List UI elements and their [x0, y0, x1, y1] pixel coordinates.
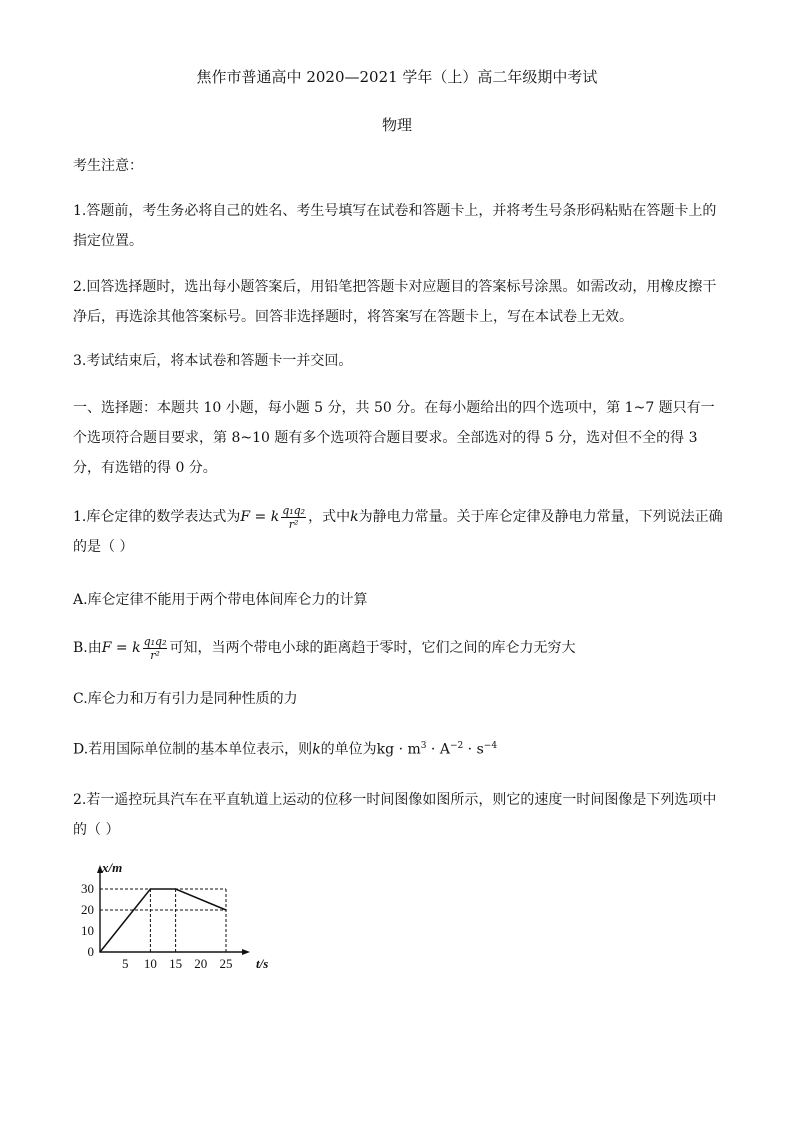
formula-numerator: q₁q₂ [282, 503, 306, 517]
subject-title: 物理 [381, 116, 412, 134]
q1-stem-part: 1.库仑定律的数学表达式为 [73, 509, 241, 525]
x-axis-label: t/s [256, 956, 269, 971]
option-d-mid: 的单位为 [320, 741, 377, 758]
option-b-prefix: B.由 [73, 640, 102, 656]
unit-kg-m: kg · m [376, 741, 421, 758]
question-2-stem: 2.若一遥控玩具汽车在平直轨道上运动的位移一时间图像如图所示，则它的速度一时间图像是下列选项中的（ ） [73, 792, 717, 838]
formula-denominator: r² [150, 648, 160, 662]
data-point [99, 951, 101, 953]
question-1-option-c: C.库仑力和万有引力是同种性质的力 [73, 691, 298, 707]
notice-item-2: 2.回答选择题时，选出每小题答案后，用铅笔把答题卡对应题目的答案标号涂黑。如需改动，用橡皮擦干净后，再选涂其他答案标号。回答非选择题时，将答案写在答题卡上，写在本试卷上无效。 [73, 279, 717, 325]
q1-stem-part: 为静电力常量。关于库仑定律及静电力常量，下列说法正确的是（ ） [73, 509, 723, 555]
option-b-text: 可知，当两个带电小球的距离趋于零时，它们之间的库仑力无穷大 [169, 640, 576, 656]
data-point [225, 909, 227, 911]
unit-exponent: 3 [420, 741, 427, 751]
y-tick-label: 10 [81, 923, 94, 938]
y-axis-label: x/m [102, 860, 123, 875]
exam-title: 焦作市普通高中 2020—2021 学年（上）高二年级期中考试 [196, 68, 598, 86]
formula-denominator: r² [288, 517, 299, 531]
unit-exponent: −4 [483, 741, 498, 751]
k-symbol: k [312, 741, 321, 758]
x-tick-label: 10 [143, 956, 157, 971]
series-line [100, 889, 226, 952]
unit-second: · s [463, 741, 484, 758]
y-tick-label: 20 [81, 902, 94, 917]
unit-ampere: · A [426, 741, 450, 758]
x-tick-label: 25 [219, 956, 233, 971]
question-1-option-b [73, 633, 723, 663]
question-1-option-a: A.库仑定律不能用于两个带电体间库仑力的计算 [73, 592, 368, 608]
option-b-formula-lhs: F = k [101, 640, 141, 656]
notice-item-1: 1.答题前，考生务必将自己的姓名、考生号填写在试卷和答题卡上，并将考生号条形码粘贴在答题卡上的指定位置。 [73, 203, 717, 249]
coulomb-formula-fraction [281, 505, 306, 530]
y-tick-label: 0 [87, 944, 94, 959]
section-intro: 一、选择题：本题共 10 小题，每小题 5 分，共 50 分。在每小题给出的四个选项中，第 1~7 题只有一个选项符合题目要求，第 8~10 题有多个选项符合题目要求。全部选对的得 5 分，选对但不全的得 3 分，有选错的得 0 分。 [73, 400, 715, 476]
formula-numerator: q₁q₂ [143, 634, 167, 648]
y-tick-label: 30 [81, 881, 94, 896]
k-symbol: k [350, 509, 359, 525]
x-tick-label: 20 [194, 956, 208, 971]
notice-item-3: 3.考试结束后，将本试卷和答题卡一并交回。 [73, 353, 353, 369]
x-tick-label: 15 [169, 956, 183, 971]
data-point [175, 888, 177, 890]
notice-heading: 考生注意： [73, 158, 143, 174]
coulomb-formula-lhs: F = k [240, 509, 280, 525]
x-axis-arrow [242, 949, 250, 955]
question-1-stem [73, 502, 723, 562]
unit-exponent: −2 [449, 741, 464, 751]
question-1-option-d [73, 731, 723, 765]
q1-stem-part: ，式中 [308, 509, 351, 525]
data-point [150, 888, 152, 890]
option-b-formula-fraction [143, 636, 168, 661]
option-d-prefix: D.若用国际单位制的基本单位表示，则 [73, 741, 313, 758]
x-tick-label: 5 [121, 956, 129, 971]
xt-graph [70, 858, 269, 980]
